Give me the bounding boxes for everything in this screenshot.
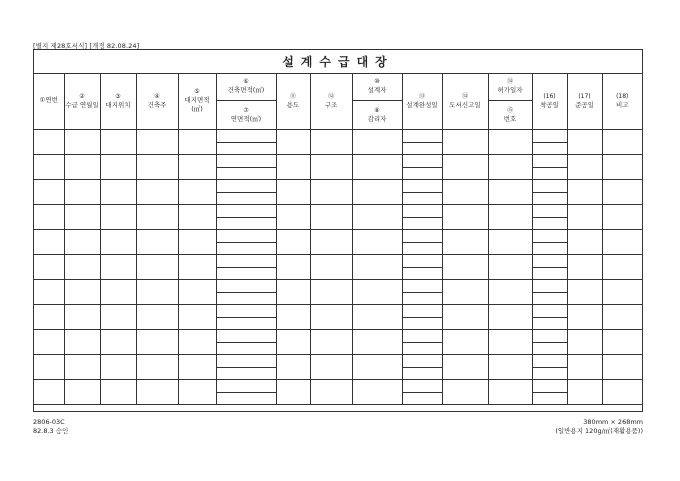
entry-cell [402,329,442,342]
header-structure: ⑫ 구조 [310,73,352,129]
entry-cell [488,154,532,179]
entry-cell [216,179,276,192]
entry-cell-lower [402,192,442,204]
entry-cell-lower [402,292,442,304]
entry-cell [442,279,488,304]
entry-cell [352,129,402,154]
approval-date: 82.8.3 승인 [33,427,69,435]
entry-cell [216,354,276,367]
entry-cell [310,129,352,154]
entry-cell [602,354,642,379]
entry-cell [276,229,310,254]
entry-cell [567,179,602,204]
entry-cell [602,279,642,304]
entry-cell-lower [216,267,276,279]
entry-cell-lower [216,367,276,379]
entry-cell-lower [216,142,276,154]
entry-cell [178,329,216,354]
entry-cell [402,229,442,242]
entry-cell [178,379,216,404]
entry-cell-lower [216,217,276,229]
entry-cell [567,129,602,154]
entry-cell [276,129,310,154]
entry-cell [352,304,402,329]
entry-cell [602,154,642,179]
entry-cell [310,279,352,304]
entry-cell-lower [402,317,442,329]
entry-cell-lower [402,267,442,279]
entry-cell-lower [402,367,442,379]
entry-cell [602,329,642,354]
entry-cell [567,254,602,279]
header-supervisor: ⑧ 감리자 [352,100,402,129]
entry-cell [100,279,136,304]
entry-cell [402,304,442,317]
entry-cell [567,379,602,404]
entry-cell [402,179,442,192]
entry-cell-lower [532,317,567,329]
entry-cell [532,229,567,242]
entry-cell [402,354,442,367]
entry-cell [136,379,178,404]
entry-cell-lower [532,267,567,279]
header-contract-date: ② 수급 연월일 [64,73,100,129]
table-row [34,279,642,292]
footer-left [33,418,68,436]
entry-cell [178,279,216,304]
entry-cell [216,204,276,217]
header-site-area: ⑤ 대지면적 (㎡) [178,73,216,129]
entry-cell [276,154,310,179]
entry-cell [310,204,352,229]
entry-cell [276,329,310,354]
entry-cell [442,229,488,254]
entry-cell [532,379,567,392]
header-site-location: ③ 대지위치 [100,73,136,129]
entry-cell [276,304,310,329]
entry-cell [100,204,136,229]
entry-cell-lower [216,167,276,179]
header-serial-no: ①연번 [34,73,64,129]
entry-cell [310,254,352,279]
entry-cell-lower [532,142,567,154]
entry-cell [178,204,216,229]
entry-cell [64,229,100,254]
entry-cell [602,254,642,279]
entry-cell [34,229,64,254]
entry-cell [402,254,442,267]
table-row [34,329,642,342]
entry-cell [442,254,488,279]
entry-cell-lower [216,392,276,404]
entry-cell-lower [532,217,567,229]
entry-cell [136,329,178,354]
entry-cell [276,279,310,304]
entry-cell [216,254,276,267]
entry-cell [488,254,532,279]
entry-cell [34,254,64,279]
entry-cell [64,179,100,204]
header-permit-date: ⑭ 허가일자 [488,73,532,100]
entry-cell [310,154,352,179]
entry-cell [532,204,567,217]
entry-cell [64,379,100,404]
entry-cell [442,329,488,354]
entry-cell [442,304,488,329]
entry-cell [310,304,352,329]
entry-cell [136,279,178,304]
entry-cell [178,129,216,154]
entry-cell [567,354,602,379]
entry-cell [100,354,136,379]
entry-cell [352,379,402,404]
entry-cell [216,304,276,317]
entry-cell [178,179,216,204]
entry-cell [136,254,178,279]
entry-cell-lower [402,217,442,229]
entry-cell-lower [532,167,567,179]
entry-cell [567,204,602,229]
entry-cell [352,329,402,354]
entry-cell [352,229,402,254]
entry-cell [532,154,567,167]
entry-cell [602,129,642,154]
entry-cell-lower [216,342,276,354]
entry-cell [100,179,136,204]
entry-cell [567,329,602,354]
entry-cell [216,129,276,142]
entry-cell [352,279,402,304]
entry-cell [352,254,402,279]
entry-cell [64,129,100,154]
entry-cell [136,179,178,204]
entry-cell [352,179,402,204]
entry-cell [602,379,642,404]
entry-cell [64,154,100,179]
entry-cell [532,279,567,292]
entry-cell [276,354,310,379]
paper-size: 380mm × 268mm [583,418,643,426]
entry-cell-lower [532,242,567,254]
form-reference: [별지 제28호서식] [개정 82.08.24] [33,42,140,50]
table-row [34,379,642,392]
header-purpose: ⑪ 용도 [276,73,310,129]
entry-cell [352,204,402,229]
entry-cell [532,304,567,317]
entry-cell [602,179,642,204]
entry-cell [488,329,532,354]
entry-cell [64,204,100,229]
entry-cell [34,354,64,379]
entry-cell [352,154,402,179]
paper-spec: (일반용지 120g/㎡(재활용품)) [555,427,643,435]
header-start-date: (16) 착공일 [532,73,567,129]
entry-cell [567,154,602,179]
table-row [34,129,642,142]
entry-cell [276,204,310,229]
entry-cell [442,129,488,154]
entry-cell [64,279,100,304]
entry-cell [64,304,100,329]
entry-cell [136,154,178,179]
entry-cell [34,129,64,154]
entry-cell [402,379,442,392]
entry-cell [178,154,216,179]
header-design-completion-date: ⑬ 설계완성일 [402,73,442,129]
entry-cell [567,304,602,329]
form-code: 2806-03C [33,418,65,426]
entry-cell [310,329,352,354]
entry-cell [488,354,532,379]
entry-cell-lower [532,367,567,379]
entry-cell [310,354,352,379]
entry-cell [442,179,488,204]
entry-cell [532,129,567,142]
entry-cell [567,229,602,254]
header-total-floor-area: ⑦ 연면적(㎡) [216,100,276,129]
entry-cell [100,329,136,354]
entry-cell [488,229,532,254]
entry-cell [136,204,178,229]
entry-cell [34,279,64,304]
entry-cell [310,229,352,254]
entry-cell-lower [402,342,442,354]
entry-cell [100,154,136,179]
entry-cell [310,179,352,204]
table-row [34,229,642,242]
entry-cell [402,279,442,292]
entry-cell [34,179,64,204]
entry-cell [532,329,567,342]
register-table [34,73,642,405]
entry-cell [100,229,136,254]
table-row [34,254,642,267]
entry-cell [488,179,532,204]
entry-cell [64,254,100,279]
entry-cell-lower [402,167,442,179]
header-owner: ④ 건축주 [136,73,178,129]
footer-right [555,418,643,436]
entry-cell [442,204,488,229]
entry-cell [276,379,310,404]
entry-cell [352,354,402,379]
entry-cell-lower [402,142,442,154]
entry-cell [602,304,642,329]
entry-cell [100,379,136,404]
table-row [34,204,642,217]
table-row [34,304,642,317]
entry-cell [276,254,310,279]
entry-cell [136,229,178,254]
entry-cell [34,329,64,354]
entry-cell [567,279,602,304]
page-title: 설계수급대장 [34,50,642,74]
entry-cell [216,379,276,392]
entry-cell [488,304,532,329]
entry-cell [100,254,136,279]
table-row [34,154,642,167]
entry-cell [178,229,216,254]
entry-cell [442,154,488,179]
entry-cell [34,304,64,329]
entry-cell [34,154,64,179]
entry-cell [136,354,178,379]
entry-cell [34,204,64,229]
entry-cell [442,379,488,404]
entry-cell [64,354,100,379]
entry-cell-lower [216,317,276,329]
entry-cell [602,204,642,229]
entry-cell [136,129,178,154]
entry-cell [488,379,532,404]
entry-cell [178,354,216,379]
entry-cell [216,279,276,292]
entry-cell-lower [532,292,567,304]
entry-cell [402,204,442,217]
entry-cell [136,304,178,329]
header-building-area: ⑥ 건축면적(㎡) [216,73,276,100]
entry-cell [100,129,136,154]
entry-cell [402,129,442,142]
entry-cell-lower [532,342,567,354]
entry-cell [310,379,352,404]
table-row [34,354,642,367]
entry-cell [64,329,100,354]
entry-cell [488,129,532,154]
entry-cell [100,304,136,329]
entry-cell [532,179,567,192]
table-row [34,179,642,192]
entry-cell [488,204,532,229]
entry-cell-lower [216,242,276,254]
entry-cell [216,154,276,167]
entry-cell [178,254,216,279]
entry-cell [34,379,64,404]
entry-cell-lower [402,392,442,404]
header-designer: ⑩ 설계자 [352,73,402,100]
register-sheet [33,49,643,412]
entry-cell [532,254,567,267]
entry-cell-lower [216,292,276,304]
entry-cell [216,329,276,342]
entry-cell [178,304,216,329]
entry-cell [602,229,642,254]
entry-cell-lower [532,392,567,404]
header-completion-date: (17) 준공일 [567,73,602,129]
entry-cell [276,179,310,204]
entry-cell [442,354,488,379]
entry-cell [402,154,442,167]
entry-cell [216,229,276,242]
header-drawing-report-date: ⑭ 도서신고일 [442,73,488,129]
header-remarks: (18) 비고 [602,73,642,129]
entry-cell-lower [532,192,567,204]
entry-cell [488,279,532,304]
entry-cell-lower [402,242,442,254]
entry-cell-lower [216,192,276,204]
header-permit-number: ⑮ 번호 [488,100,532,129]
entry-cell [532,354,567,367]
